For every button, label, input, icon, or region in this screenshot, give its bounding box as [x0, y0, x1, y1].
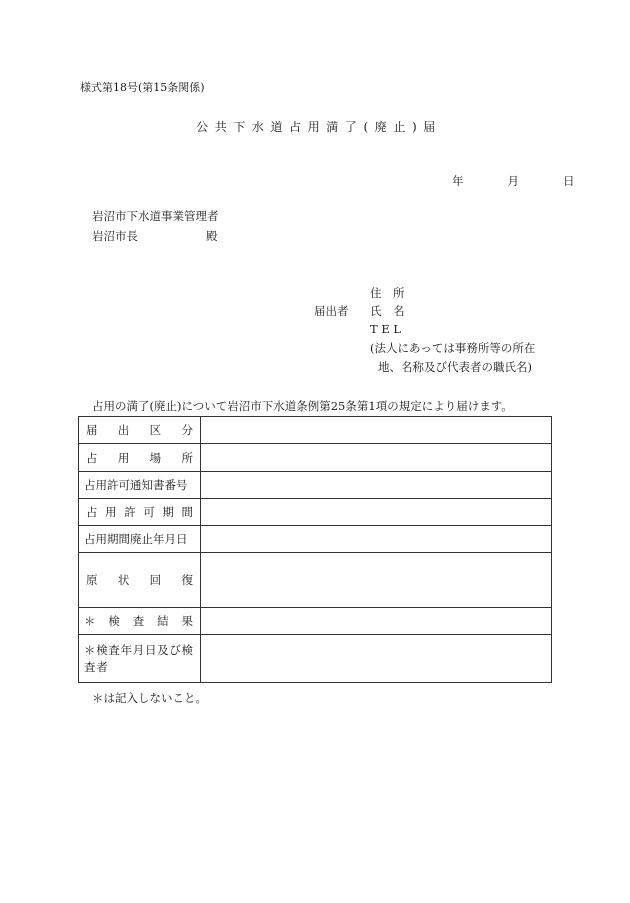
row-label: 占用期間廃止年月日: [84, 532, 188, 546]
label-char: 許: [124, 505, 136, 519]
footnote: ＊は記入しないこと。: [92, 691, 207, 705]
row-value-cell[interactable]: [201, 472, 552, 499]
table-row: [79, 526, 552, 553]
label-char: 用: [117, 450, 130, 465]
row-label-cell: [79, 608, 201, 635]
label-char: 検: [108, 614, 120, 628]
label-char: 用: [105, 505, 117, 519]
applicant-tel-label: T E L: [370, 322, 402, 336]
date-line: [452, 176, 575, 188]
date-month-label: 月: [507, 174, 519, 188]
row-label: [84, 422, 195, 438]
row-label: [84, 450, 195, 466]
date-year-label: 年: [452, 174, 464, 188]
table-row: [79, 608, 552, 635]
form-table: [78, 416, 552, 683]
label-char: 所: [181, 450, 193, 465]
row-value-cell[interactable]: [201, 553, 552, 608]
label-char: 場: [149, 450, 162, 465]
label-char: 回: [149, 573, 162, 587]
row-label-cell: [79, 635, 201, 683]
table-row: [79, 499, 552, 526]
label-char: 結: [157, 614, 169, 628]
table-row: [79, 635, 552, 683]
row-value-cell[interactable]: [201, 444, 552, 472]
addressee-line-2: 岩沼市長: [92, 229, 138, 243]
label-char: 区: [149, 423, 162, 437]
row-label-cell: [79, 417, 201, 444]
row-label-cell: [79, 472, 201, 499]
table-row: [79, 444, 552, 472]
row-value-cell[interactable]: [201, 526, 552, 553]
form-number: 様式第18号(第15条関係): [80, 81, 205, 94]
label-char: 復: [181, 573, 193, 587]
applicant-name-label: 氏 名: [370, 304, 405, 318]
table-row: [79, 472, 552, 499]
label-char: ＊: [84, 614, 96, 628]
row-label: 占用許可通知書番号: [84, 478, 188, 492]
label-char: 出: [117, 423, 130, 437]
addressee-line-1: 岩沼市下水道事業管理者: [92, 209, 219, 223]
label-char: 期: [162, 505, 174, 519]
applicant-note-line-2: 地、名称及び代表者の職氏名): [378, 360, 532, 374]
label-char: 原: [86, 573, 98, 587]
applicant-label: 届出者: [314, 304, 349, 318]
label-char: 査: [132, 614, 145, 628]
row-value-cell[interactable]: [201, 635, 552, 683]
applicant-note-line-1: (法人にあっては事務所等の所在: [370, 341, 536, 355]
table-row: [79, 417, 552, 444]
table-row: [79, 553, 552, 608]
label-char: 占: [86, 450, 98, 465]
label-char: 間: [181, 505, 193, 519]
applicant-address-label: 住 所: [370, 286, 405, 300]
statement: 占用の満了(廃止)について岩沼市下水道条例第25条第1項の規定により届けます。: [92, 399, 513, 413]
label-char: 分: [181, 423, 193, 437]
row-label: [84, 572, 195, 588]
row-label-cell: [79, 553, 201, 608]
row-value-cell[interactable]: [201, 499, 552, 526]
row-label-cell: [79, 444, 201, 472]
date-day-label: 日: [563, 174, 575, 188]
label-char: 状: [117, 573, 130, 587]
row-label-cell: [79, 499, 201, 526]
row-label-cell: [79, 526, 201, 553]
row-value-cell[interactable]: [201, 417, 552, 444]
row-label: ＊検査年月日及び検査者: [84, 642, 194, 674]
row-label: [84, 613, 195, 629]
label-char: 果: [181, 614, 193, 628]
label-char: 占: [86, 505, 98, 519]
form-title: 公共下水道占用満了(廃止)届: [196, 120, 442, 134]
label-char: 届: [86, 423, 98, 437]
label-char: 可: [143, 505, 155, 519]
row-value-cell[interactable]: [201, 608, 552, 635]
addressee-honorific: 殿: [206, 229, 218, 243]
row-label: [84, 504, 195, 520]
